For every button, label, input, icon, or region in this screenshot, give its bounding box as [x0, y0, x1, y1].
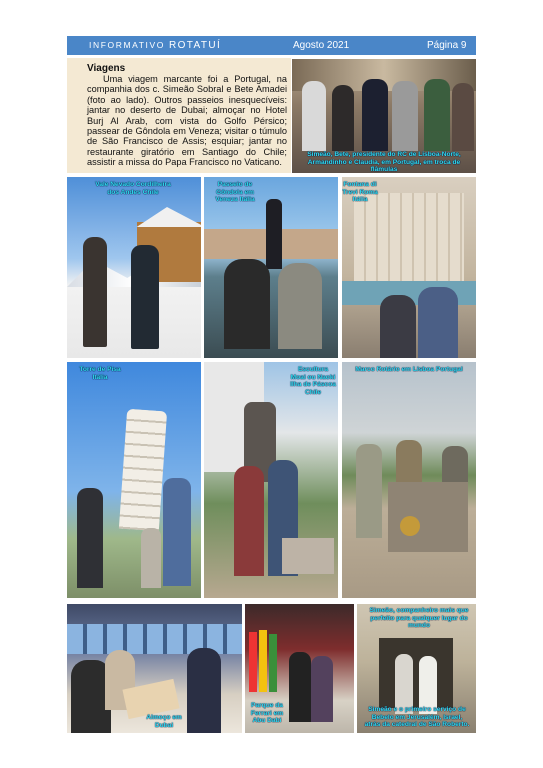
article-title: Viagens — [87, 63, 126, 74]
photo-parque-ferrari — [245, 604, 354, 733]
page-number: Página 9 — [427, 40, 467, 51]
caption-ferrari: Parque da Ferrari em Abu Dabi — [250, 702, 284, 725]
caption-lisboa: Marco Rotário em Lisboa Portugal — [355, 366, 463, 373]
caption-simeao-top: Simeão, companheiro mais que perfeito para qualquer lugar do mundo — [369, 607, 469, 630]
photo-almoco-dubai — [67, 604, 242, 733]
photo-marco-rotario-lisboa — [342, 362, 476, 598]
caption-pisa: Torre de Pisa Itália — [79, 366, 121, 381]
photo-torre-pisa — [67, 362, 201, 598]
caption-portugal: Simeão, Bete, presidente do RC de Lisboa-Norte, Armandinho e Claudia, em Portugal, em troca de flâmulas — [307, 151, 461, 173]
photo-simeao — [357, 604, 476, 733]
photo-portugal-group — [292, 59, 476, 173]
caption-trevi: Fontana di Trevi Roma Itália — [342, 181, 378, 204]
photo-vale-nevado — [67, 177, 201, 358]
photo-veneza-gondola — [204, 177, 338, 358]
caption-vale-nevado: Vale Nevado Cordilheira dos Andes Chile — [95, 181, 171, 196]
caption-simeao-bottom: Simeão e o primeiro serviço de Bebelo em Jerusalém, Israel, atrás da catedral de São Roberto. — [364, 706, 470, 729]
photo-fontana-trevi — [342, 177, 476, 358]
photo-moai — [204, 362, 338, 598]
caption-almoco-dubai: Almoço em Dubai — [146, 714, 182, 729]
newsletter-header — [67, 36, 476, 55]
caption-moai: Escultura Moai ou Naoki Ilha de Páscoa Chile — [290, 366, 336, 396]
article-body: Uma viagem marcante foi a Portugal, na companhia dos c. Simeão Sobral e Bete Amadei (foto ao lado). Outros passeios inesquecíveis: jantar no deserto de Dubai; almoçar no Hotel Burj Al Arab, com vista do Golfo Pérsico; passear de Gôndola em Veneza; visitar o túmulo de São Francisco de Assis; esquiar; jantar no restaurante giratório em Santiago do Chile; assistir a missa do Papa Francisco no Vaticano. — [87, 74, 287, 168]
caption-veneza: Passeio de Gôndola em Veneza Itália — [215, 181, 255, 204]
issue-date: Agosto 2021 — [293, 40, 350, 51]
article-box — [67, 58, 291, 173]
publication-title: INFORMATIVO ROTATUÍ — [89, 40, 222, 51]
